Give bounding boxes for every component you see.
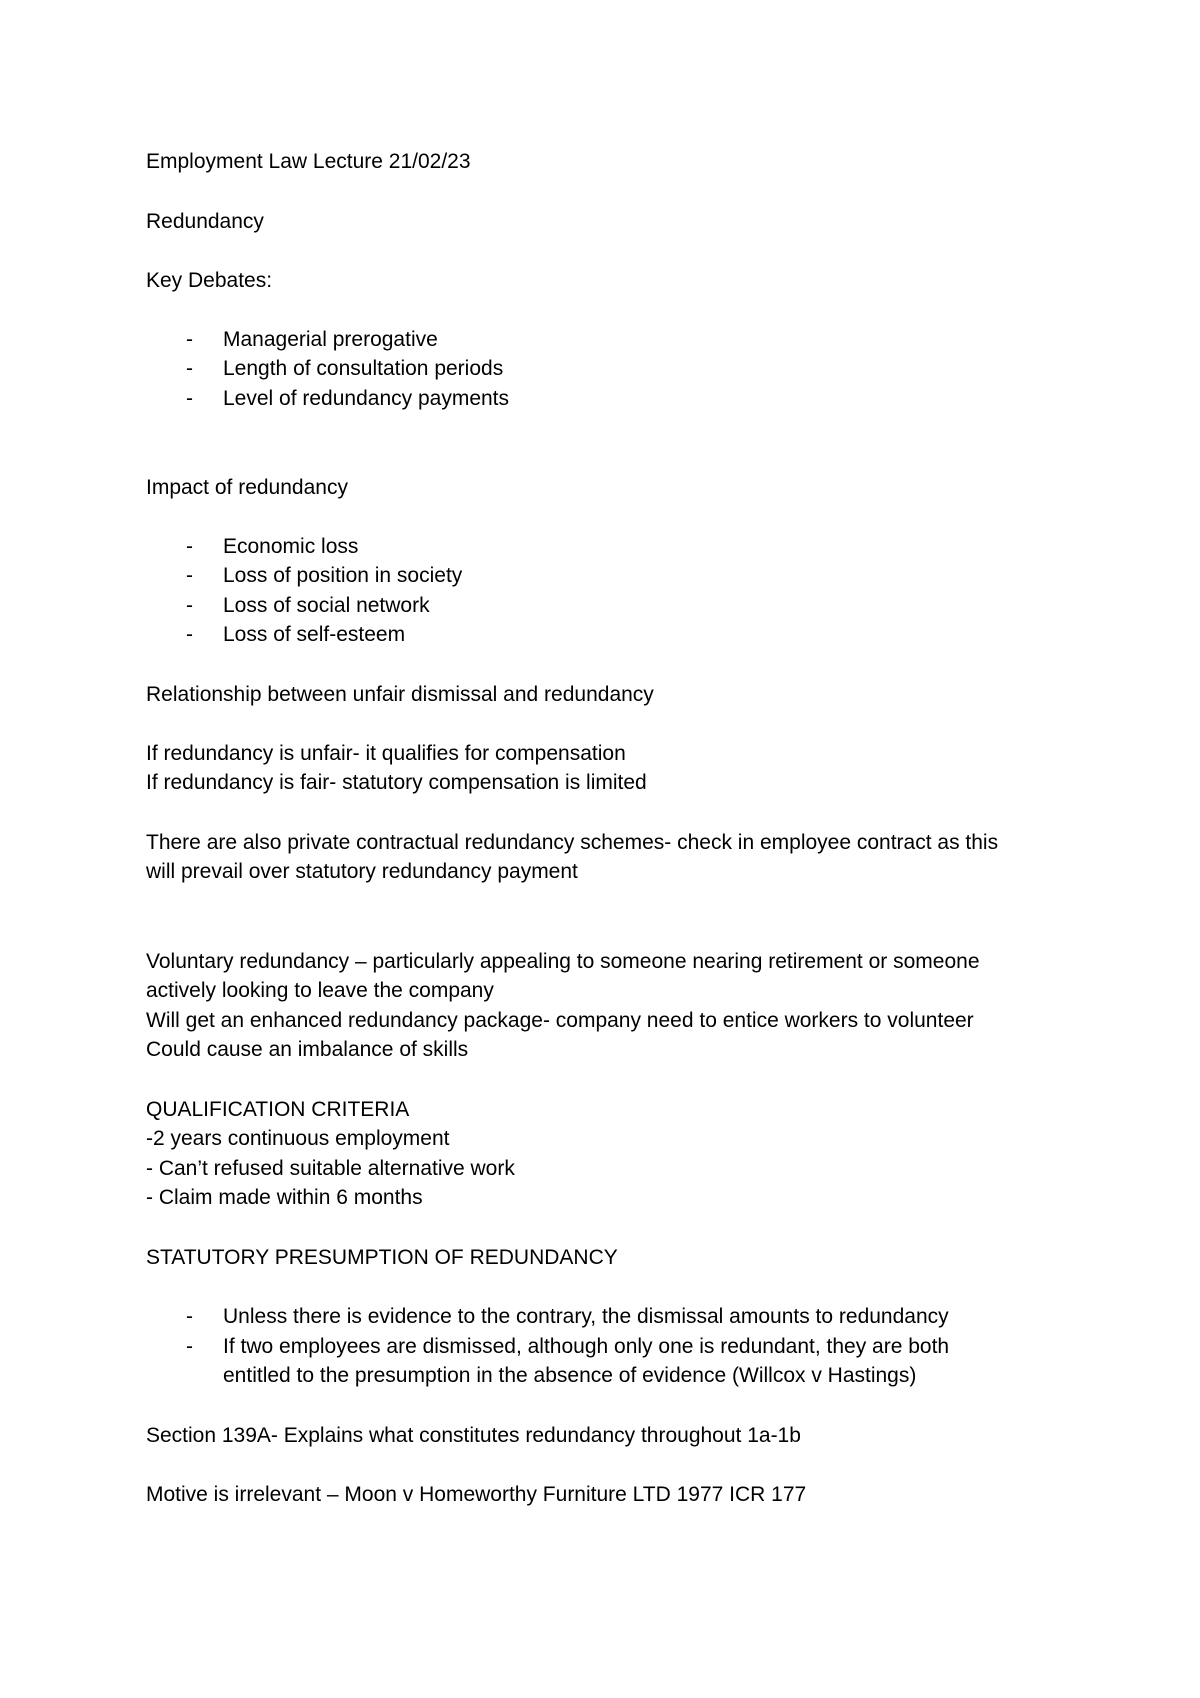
paragraph-line: There are also private contractual redundancy schemes- check in employee contract as this [146, 831, 999, 854]
list-item-continuation: entitled to the presumption in the absence of evidence (Willcox v Hastings) [223, 1364, 917, 1387]
bullet-dash: - [186, 357, 193, 380]
list-item: - Claim made within 6 months [146, 1186, 423, 1209]
bullet-dash: - [186, 564, 193, 587]
paragraph-line: If redundancy is fair- statutory compensation is limited [146, 771, 647, 794]
bullet-dash: - [186, 1335, 193, 1358]
paragraph-line: will prevail over statutory redundancy payment [146, 860, 578, 883]
paragraph-line: Could cause an imbalance of skills [146, 1038, 469, 1061]
topic-heading: Redundancy [146, 210, 264, 233]
list-item: - Can’t refused suitable alternative work [146, 1157, 515, 1180]
bullet-dash: - [186, 1305, 193, 1328]
presumption-heading: STATUTORY PRESUMPTION OF REDUNDANCY [146, 1246, 618, 1269]
bullet-dash: - [186, 387, 193, 410]
section-reference: Section 139A- Explains what constitutes redundancy throughout 1a-1b [146, 1424, 801, 1447]
bullet-dash: - [186, 623, 193, 646]
relationship-heading: Relationship between unfair dismissal and redundancy [146, 683, 654, 706]
list-item-text: Length of consultation periods [223, 357, 504, 380]
key-debates-heading: Key Debates: [146, 269, 273, 292]
list-item-text: Loss of social network [223, 594, 430, 617]
paragraph-line: Will get an enhanced redundancy package- company need to entice workers to volunteer [146, 1009, 974, 1032]
list-item-text: If two employees are dismissed, although only one is redundant, they are both [223, 1335, 950, 1358]
bullet-dash: - [186, 328, 193, 351]
bullet-dash: - [186, 535, 193, 558]
list-item-text: Unless there is evidence to the contrary, the dismissal amounts to redundancy [223, 1305, 949, 1328]
list-item-text: Managerial prerogative [223, 328, 438, 351]
list-item-text: Loss of self-esteem [223, 623, 406, 646]
paragraph-line: If redundancy is unfair- it qualifies for compensation [146, 742, 626, 765]
bullet-dash: - [186, 594, 193, 617]
paragraph-line: Voluntary redundancy – particularly appealing to someone nearing retirement or someone [146, 950, 980, 973]
qualification-heading: QUALIFICATION CRITERIA [146, 1098, 410, 1121]
list-item-text: Level of redundancy payments [223, 387, 510, 410]
paragraph-line: actively looking to leave the company [146, 979, 494, 1002]
document-title: Employment Law Lecture 21/02/23 [146, 150, 471, 173]
list-item-text: Loss of position in society [223, 564, 463, 587]
list-item-text: Economic loss [223, 535, 359, 558]
case-reference: Motive is irrelevant – Moon v Homeworthy Furniture LTD 1977 ICR 177 [146, 1483, 807, 1506]
list-item: -2 years continuous employment [146, 1127, 450, 1150]
impact-heading: Impact of redundancy [146, 476, 348, 499]
